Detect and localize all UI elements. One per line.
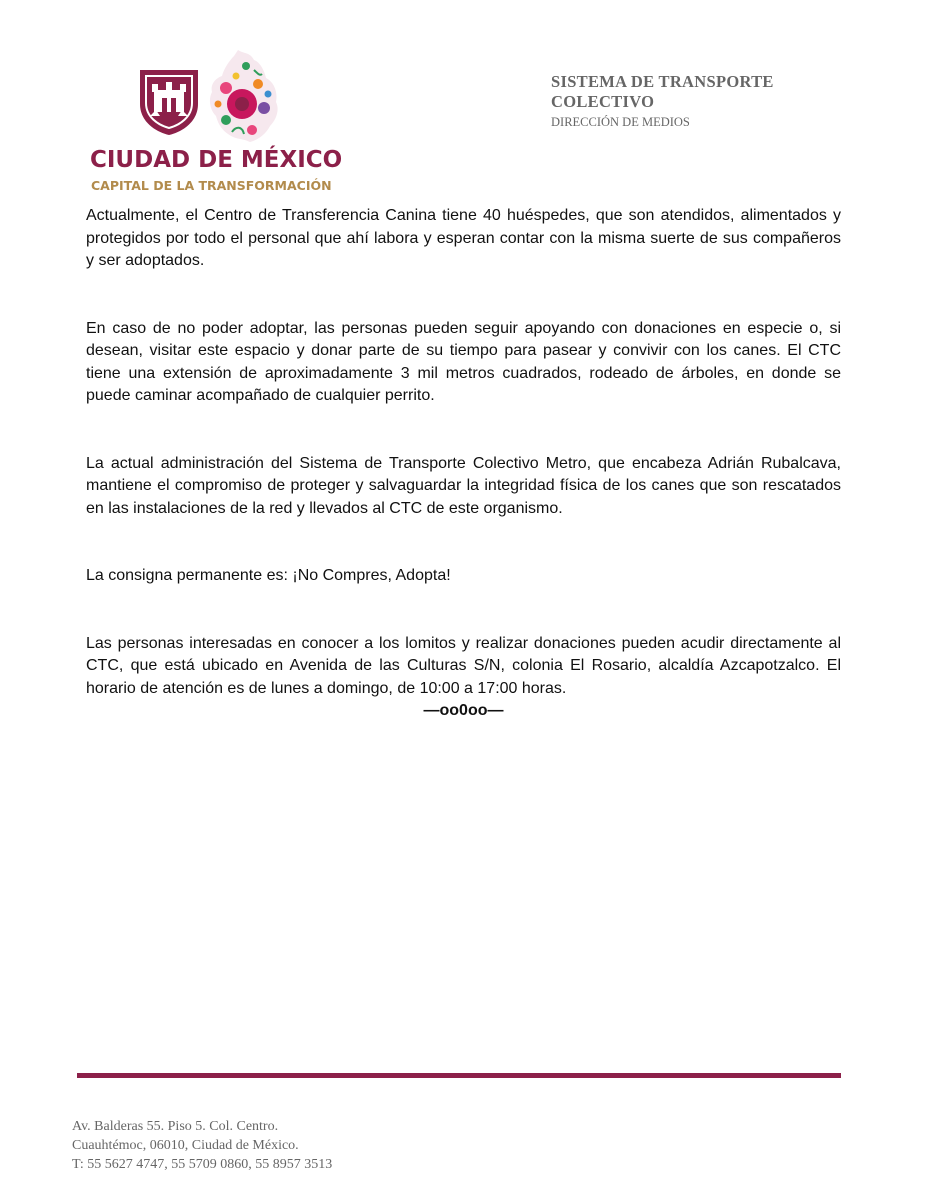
closing-mark: —oo0oo— <box>423 702 504 719</box>
org-name-line1: SISTEMA DE TRANSPORTE <box>551 72 774 91</box>
paragraph-5: Las personas interesadas en conocer a los lomitos y realizar donaciones pueden acudir directamente al CTC, que está ubicado en Avenida de las Culturas S/N, colonia El Rosario, alcaldía Azcapotzalco. El horario de atención es de lunes a domingo, de 10:00 a 17:00 horas. <box>86 634 841 697</box>
footer-address <box>72 1117 332 1174</box>
floral-map-icon <box>206 48 282 144</box>
press-release-body <box>86 205 841 723</box>
footer-line-1: Av. Balderas 55. Piso 5. Col. Centro. <box>72 1119 279 1134</box>
cdmx-logo <box>86 48 343 198</box>
footer-line-2: Cuauhtémoc, 06010, Ciudad de México. <box>72 1138 299 1153</box>
org-department: DIRECCIÓN DE MEDIOS <box>551 115 690 129</box>
paragraph-4: La consigna permanente es: ¡No Compres, Adopta! <box>86 567 451 584</box>
paragraph-3: La actual administración del Sistema de Transporte Colectivo Metro, que encabeza Adrián Rubalcava, mantiene el compromiso de proteger y salvaguardar la integridad física de los canes que son rescatados en las instalaciones de la red y llevados al CTC de este organismo. <box>86 454 841 517</box>
paragraph-2: En caso de no poder adoptar, las personas pueden seguir apoyando con donaciones en especie o, si desean, visitar este espacio y donar parte de su tiempo para pasear y convivir con los canes. El CTC tiene una extensión de aproximadamente 3 mil metros cuadrados, rodeado de árboles, en donde se puede caminar acompañado de cualquier perrito. <box>86 319 841 404</box>
coat-of-arms-icon <box>136 64 202 136</box>
logo-name: CIUDAD DE MÉXICO <box>90 147 343 173</box>
footer-divider <box>77 1073 841 1078</box>
organization-header <box>551 72 774 131</box>
footer-line-3: T: 55 5627 4747, 55 5709 0860, 55 8957 3513 <box>72 1157 333 1172</box>
paragraph-1: Actualmente, el Centro de Transferencia Canina tiene 40 huéspedes, que son atendidos, alimentados y protegidos por todo el personal que ahí labora y esperan contar con la misma suerte de sus compañeros y ser adoptados. <box>86 207 841 269</box>
org-name-line2: COLECTIVO <box>551 92 655 111</box>
logo-tagline: CAPITAL DE LA TRANSFORMACIÓN <box>91 178 332 193</box>
